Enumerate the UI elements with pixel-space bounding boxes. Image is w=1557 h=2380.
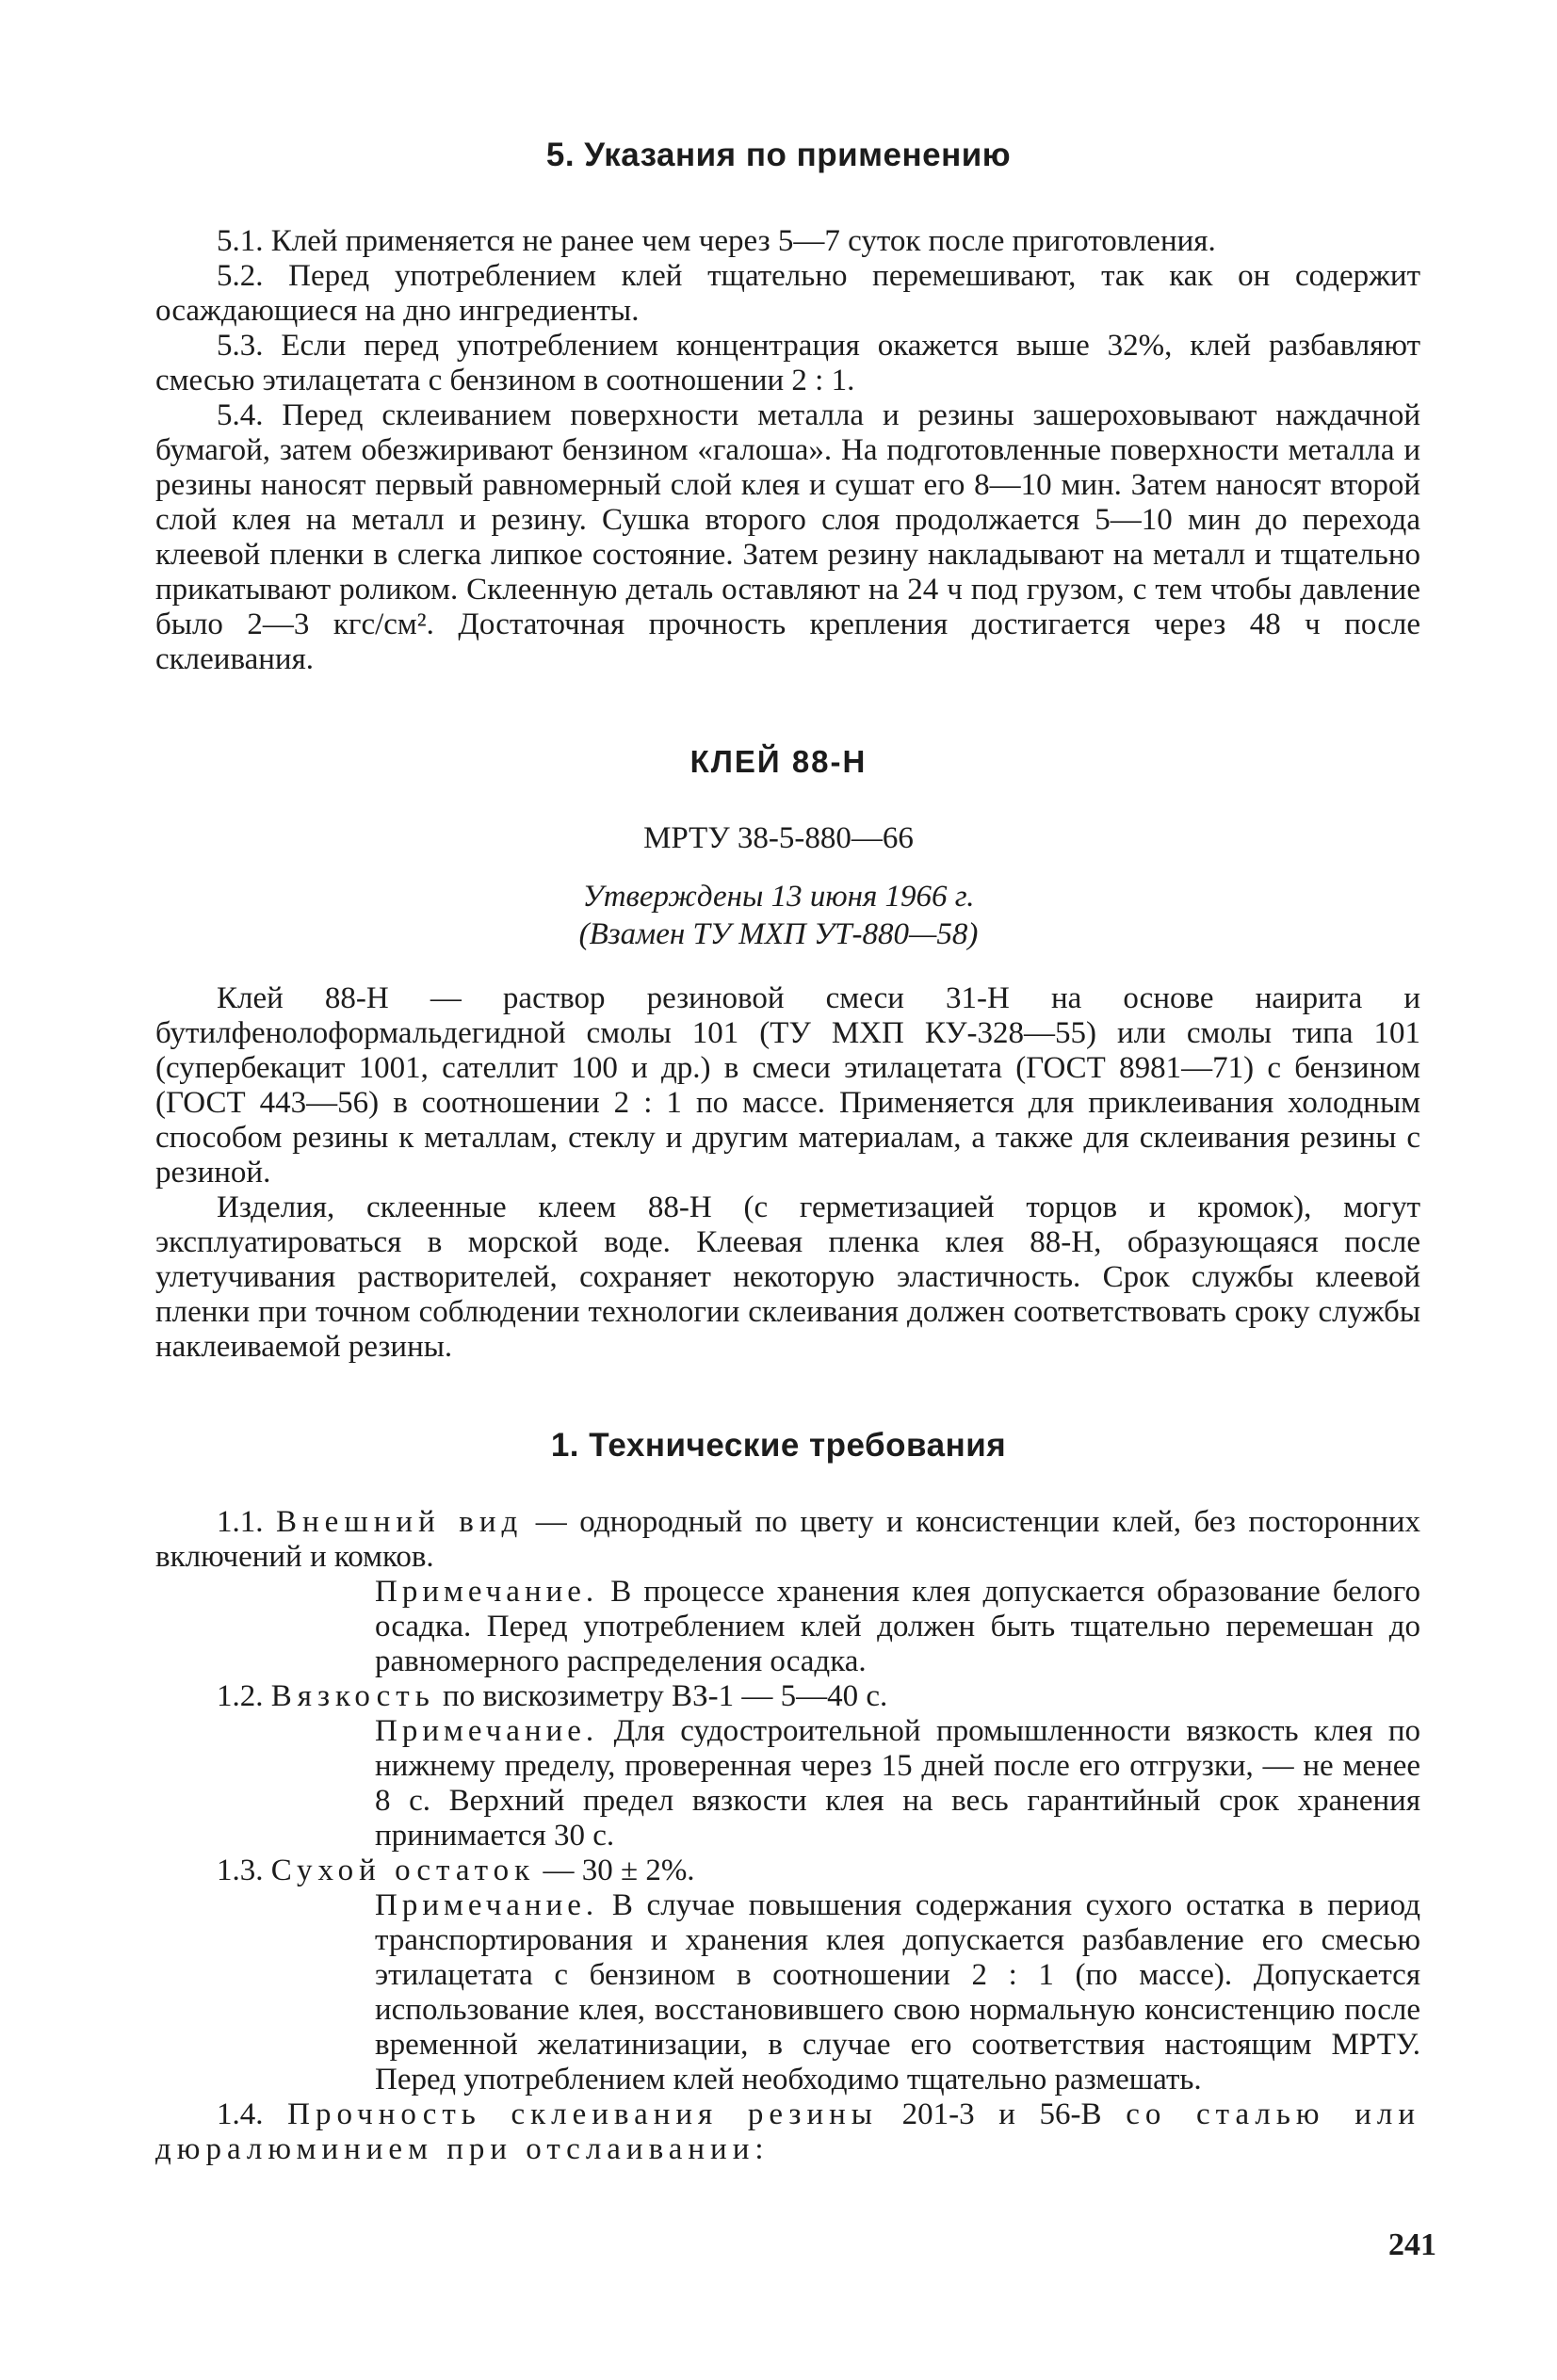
note-1-3-text: В случае повышения содержания сухого остатка в период транспортирования и хранения клея допускается разбавление его смесью этилацетата с бензином в соотношении 2 : 1 (по массе). Допускается использование клея, восстановившего свою нормальную консистенцию после временной желатинизации, в случае его соответствия настоящим МРТУ. Перед употреблением клей необходимо тщательно размешать. (375, 1888, 1420, 2097)
paragraph-5-4: 5.4. Перед склеиванием поверхности металла и резины зашероховывают наждачной бумагой, затем обезжиривают бензином «галоша». На подготовленные поверхности металла и резины наносят первый равномерный слой клея и сушат его 8—10 мин. Затем наносят второй слой клея на металл и резину. Сушка второго слоя продолжается 5—10 мин до перехода клеевой пленки в слегка липкое состояние. Затем резину накладывают на металл и тщательно прикатывают роликом. Склеенную деталь оставляют на 24 ч под грузом, с тем чтобы давление было 2—3 кгс/см². Достаточная прочность крепления достигается через 48 ч после склеивания. (155, 398, 1420, 676)
requirement-1-2-number: 1.2. (217, 1679, 271, 1713)
section-5-body (155, 224, 1420, 677)
section-1-body (155, 1505, 1420, 2167)
paragraph-5-3: 5.3. Если перед употреблением концентрация окажется выше 32%, клей разбавляют смесью этилацетата с бензином в соотношении 2 : 1. (155, 329, 1420, 397)
standard-number: МРТУ 38-5-880—66 (643, 821, 914, 855)
note-1-2-text: Для судостроительной промышленности вязкость клея по нижнему пределу, проверенная через 15 дней после его отгрузки, — не менее 8 с. Верхний предел вязкости клея на весь гарантийный срок хранения принимается 30 с. (375, 1714, 1420, 1853)
requirement-1-3-term: Сухой остаток (270, 1854, 536, 1887)
note-1-2 (375, 1714, 1420, 1854)
paragraph-5-1: 5.1. Клей применяется не ранее чем через 5—7 суток после приготовления. (217, 224, 1216, 258)
note-1-1-lead: Примечание. (375, 1575, 599, 1609)
note-1-2-lead: Примечание. (375, 1714, 599, 1748)
requirement-1-1-number: 1.1. (217, 1505, 277, 1539)
requirement-1-1-text: — однородный по цвету и консистенции клей, без посторонних включений и комков. (155, 1505, 1421, 1574)
requirement-1-2-term: Вязкость (270, 1679, 435, 1713)
page-number: 241 (1388, 2227, 1436, 2262)
requirement-1-3-number: 1.3. (217, 1854, 271, 1887)
paragraph-5-2: 5.2. Перед употреблением клей тщательно перемешивают, так как он содержит осаждающиеся на дно ингредиенты. (155, 259, 1420, 328)
requirement-1-2-text: по вискозиметру ВЗ-1 — 5—40 с. (434, 1679, 888, 1713)
section-1-title: 1. Технические требования (550, 1427, 1007, 1464)
requirement-1-2 (155, 1679, 1420, 1714)
requirement-1-3 (155, 1854, 1420, 1888)
requirement-1-1-term: Внешний вид (276, 1505, 524, 1539)
note-1-3 (375, 1888, 1420, 2097)
requirement-1-4-number: 1.4. (217, 2097, 288, 2131)
product-title: КЛЕЙ 88-Н (689, 744, 868, 779)
requirement-1-3-text: — 30 ± 2%. (535, 1854, 695, 1887)
product-description (155, 981, 1420, 1365)
note-1-3-lead: Примечание. (375, 1888, 599, 1922)
note-1-1-text: В процессе хранения клея допускается образование белого осадка. Перед употреблением клей должен быть тщательно перемешан до равномерного распределения осадка. (375, 1575, 1420, 1678)
requirement-1-4-mid: 201-3 и 56-В (877, 2097, 1127, 2131)
section-5-title: 5. Указания по применению (545, 137, 1012, 173)
approval-date: Утверждены 13 июня 1966 г. (582, 880, 975, 914)
product-intro-2: Изделия, склеенные клеем 88-Н (с герметизацией торцов и кромок), могут эксплуатироваться в морской воде. Клеевая пленка клея 88-Н, образующаяся после улетучивания растворителей, сохраняет некоторую эластичность. Срок службы клеевой пленки при точном соблюдении технологии склеивания должен соответствовать сроку службы наклеиваемой резины. (155, 1190, 1420, 1364)
requirement-1-4 (155, 2097, 1420, 2167)
product-intro-1: Клей 88-Н — раствор резиновой смеси 31-Н на основе наирита и бутилфенолоформальдегидной смолы 101 (ТУ МХП КУ-328—55) или смолы типа 101 (супербекацит 1001, сателлит 100 и др.) в смеси этилацетата (ГОСТ 8981—71) с бензином (ГОСТ 443—56) в соотношении 2 : 1 по массе. Применяется для приклеивания холодным способом резины к металлам, стеклу и другим материалам, а также для склеивания резины с резиной. (155, 981, 1420, 1190)
replaces-standard: (Взамен ТУ МХП УТ-880—58) (578, 917, 979, 951)
requirement-1-4-term: Прочность склеивания резины (287, 2097, 878, 2131)
requirement-1-4-term-2: со сталью или дюралюминием при отслаивании: (155, 2097, 1421, 2166)
requirement-1-1 (155, 1505, 1420, 1575)
note-1-1 (375, 1575, 1420, 1679)
